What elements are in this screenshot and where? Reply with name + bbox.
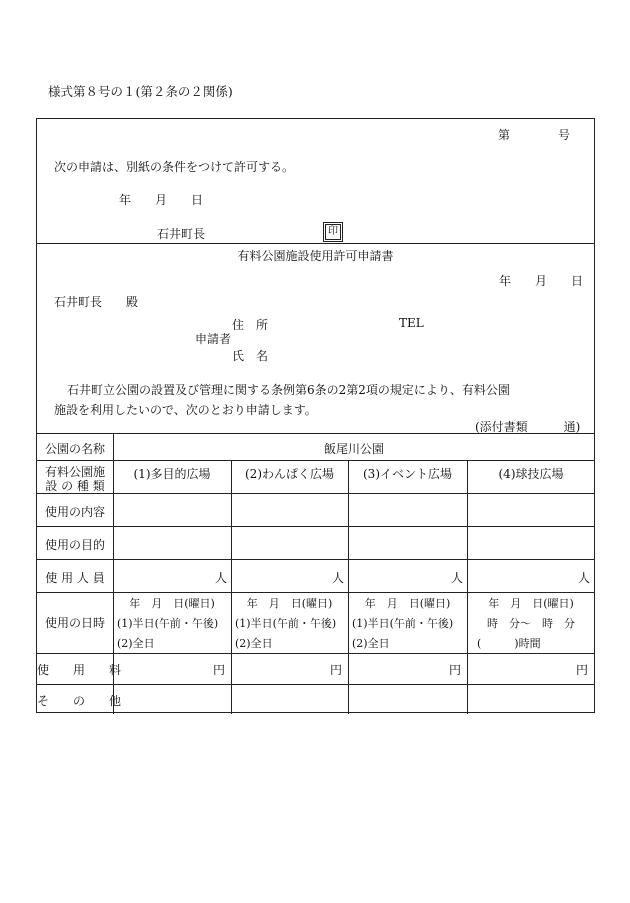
table-line: [37, 684, 594, 685]
permit-mayor: 石井町長: [157, 227, 206, 241]
usage-purpose-label: 使用の目的: [44, 538, 105, 552]
facility-type-4: (4)球技広場: [498, 467, 564, 481]
date-weekday-2: 年 月 日(曜日): [246, 597, 333, 610]
tel-label: TEL: [399, 316, 424, 330]
full-day-3: (2)全日: [352, 637, 390, 650]
half-day-3: (1)半日(午前・午後): [352, 617, 454, 630]
form-number: 様式第８号の１(第２条の２関係): [48, 84, 233, 99]
hours-range: 時 分～ 時 分: [487, 617, 575, 630]
facility-type-1: (1)多目的広場: [133, 467, 211, 481]
date-weekday-4: 年 月 日(曜日): [488, 597, 574, 610]
fee-label: 使 用 料: [37, 663, 122, 677]
permit-date: 年 月 日: [119, 193, 204, 207]
half-day-2: (1)半日(午前・午後): [235, 617, 337, 630]
users-unit-3: 人: [450, 571, 463, 585]
half-day-1: (1)半日(午前・午後): [117, 617, 219, 630]
users-label: 使 用 人 員: [45, 571, 105, 585]
full-day-2: (2)全日: [235, 637, 273, 650]
facility-type-label-2: 設 の 種 類: [45, 479, 105, 493]
date-weekday-1: 年 月 日(曜日): [129, 597, 215, 610]
users-unit-2: 人: [331, 571, 344, 585]
fee-unit-1: 円: [212, 663, 225, 677]
addressee: 石井町長 殿: [54, 295, 139, 309]
fee-unit-3: 円: [448, 663, 461, 677]
application-body-line1: 石井町立公園の設置及び管理に関する条例第6条の2第2項の規定により、有料公園: [67, 383, 510, 397]
table-line: [37, 460, 594, 461]
fee-unit-4: 円: [575, 663, 588, 677]
table-line: [37, 526, 594, 527]
facility-type-3: (3)イベント広場: [363, 467, 452, 481]
table-line: [37, 493, 594, 494]
permit-statement: 次の申請は、別紙の条件をつけて許可する。: [54, 160, 295, 174]
usage-content-label: 使用の内容: [44, 505, 105, 519]
application-title: 有料公園施設使用許可申請書: [237, 249, 394, 263]
permit-number: 第 号: [498, 128, 571, 142]
table-line: [37, 592, 594, 593]
facility-type-label-1: 有料公園施: [44, 465, 105, 479]
table-line: [37, 559, 594, 560]
name-label: 氏 名: [232, 349, 269, 363]
applicant-label: 申請者: [195, 332, 232, 346]
facility-type-2: (2)わんぱく広場: [245, 467, 334, 481]
full-day-1: (2)全日: [117, 637, 155, 650]
other-label: そ の 他: [37, 694, 122, 708]
application-form: [36, 118, 595, 713]
hours-total: ( )時間: [477, 637, 541, 650]
table-line: [37, 653, 594, 654]
application-date: 年 月 日: [499, 274, 584, 288]
date-weekday-3: 年 月 日(曜日): [364, 597, 451, 610]
application-body-line2: 施設を利用したいので、次のとおり申請します。: [54, 403, 317, 417]
users-unit-1: 人: [214, 571, 227, 585]
park-name-value: 飯尾川公園: [323, 442, 384, 456]
seal-mark-icon: 印: [325, 224, 341, 240]
park-name-label: 公園の名称: [44, 442, 105, 456]
datetime-label: 使用の日時: [44, 616, 105, 630]
address-label: 住 所: [232, 318, 269, 332]
attachments-count: (添付書類 通): [475, 420, 581, 434]
table-top-line: [37, 433, 594, 434]
fee-unit-2: 円: [329, 663, 342, 677]
section-divider: [37, 243, 594, 244]
users-unit-4: 人: [577, 571, 590, 585]
